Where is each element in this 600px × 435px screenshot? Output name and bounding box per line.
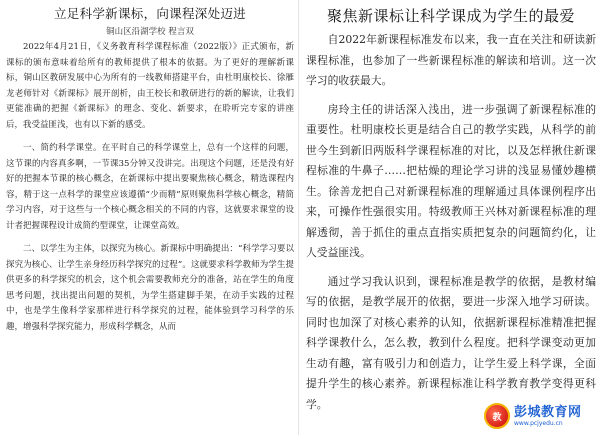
watermark-text: [514, 406, 582, 427]
right-paragraph-2: 房玲主任的讲话深入浅出，进一步强调了新课程标准的重要性。杜明康校长更是结合自己的教学实践，从科学的前世今生到新旧两版科学课程标准的对比，以及怎样揪住新课程标准的牛鼻子……把枯燥的理论学习讲的浅显易懂妙趣横生。徐善龙把自己对新课程标准的理解通过具体课例程序出来，可操作性强很实用。特级教师王兴林对新课程标准的理解透彻，善于抓住的重点直指实质把复杂的问题简约化，让人受益匪浅。: [306, 102, 596, 259]
right-paragraph-1: 自2022年新课程标准发布以来，我一直在关注和研读新课程标准，也参加了一些新课程标准的解读和培训。这一次学习的收获最大。: [306, 33, 596, 87]
site-watermark: [484, 401, 596, 431]
site-logo-icon: 教: [484, 403, 510, 429]
left-paragraph-2: 一、简约科学课堂。在平时自己的科学课堂上，总有一个这样的问题，这节课的内容真多啊，一节课35分钟又没讲完。出现这个问题，还是没有好好的把握本节课的核心概念，在新课标中提出要聚焦核心概念，精选课程内容，精于这一点科学的课堂应该遵循“少而精”原则聚焦科学核心概念，精简学习内容，对于这些与一个核心概念相关的不同的内容，这就要求课堂的设计者把握课程设计成简约型课堂，让课堂高效。: [6, 143, 294, 231]
left-paragraph-3: 二、以学生为主体，以探究为核心。新课标中明确提出：“科学学习要以探究为核心、让学生亲身经历科学探究的过程”。这就要求科学教师为学生提供更多的科学探究的机会，这个机会需要教师充分的准备，站在学生的角度思考问题，找出提出问题的契机，为学生搭建脚手架，在动手实践的过程中，也是学生像科学家那样进行科学探究的过程，能体验到学习科学的乐趣，增强科学探究能力，形成科学概念，从而: [6, 244, 294, 332]
left-article: [6, 4, 294, 435]
left-article-title: 立足科学新课标，向课程深处迈进: [53, 6, 246, 21]
watermark-site-url: www.pcjyedu.cn: [514, 419, 563, 427]
column-divider: [298, 0, 299, 435]
right-article: [306, 4, 596, 435]
left-article-author: 铜山区沿湖学校 程言双: [106, 27, 194, 37]
right-article-title: 聚焦新课标让科学课成为学生的最爱: [326, 7, 575, 25]
left-paragraph-1: 2022年4月21日，《义务教育科学课程标准（2022版）》正式颁布，新课标的颁布意味着给所有的教师提供了根本的依据。为了更好的理解新课标，铜山区教研发展中心为所有的一线教师搭建平台，由杜明康校长、徐雁龙老师针对《新课标》展开剖析，由王校长和教研进行的新的解读，让我们更能准确的把握《新课标》的理念、变化、新要求，在聆听完专家的讲座后，我受益匪浅，也有以下新的感受。: [6, 42, 294, 130]
watermark-site-name: 彭城教育网: [514, 404, 582, 420]
right-paragraph-3: 通过学习我认识到，课程标准是教学的依据，是教材编写的依据，是教学展开的依据，要进一步深入地学习研读。同时也加深了对核心素养的认知，依据新课程标准精准把握科学课教什么，怎么教，教到什么程度。把科学课变动更加生动有趣，富有吸引力和创造力，让学生爱上科学课，全面提升学生的核心素养。新课程标准让科学教育教学变得更科学。: [306, 274, 596, 411]
